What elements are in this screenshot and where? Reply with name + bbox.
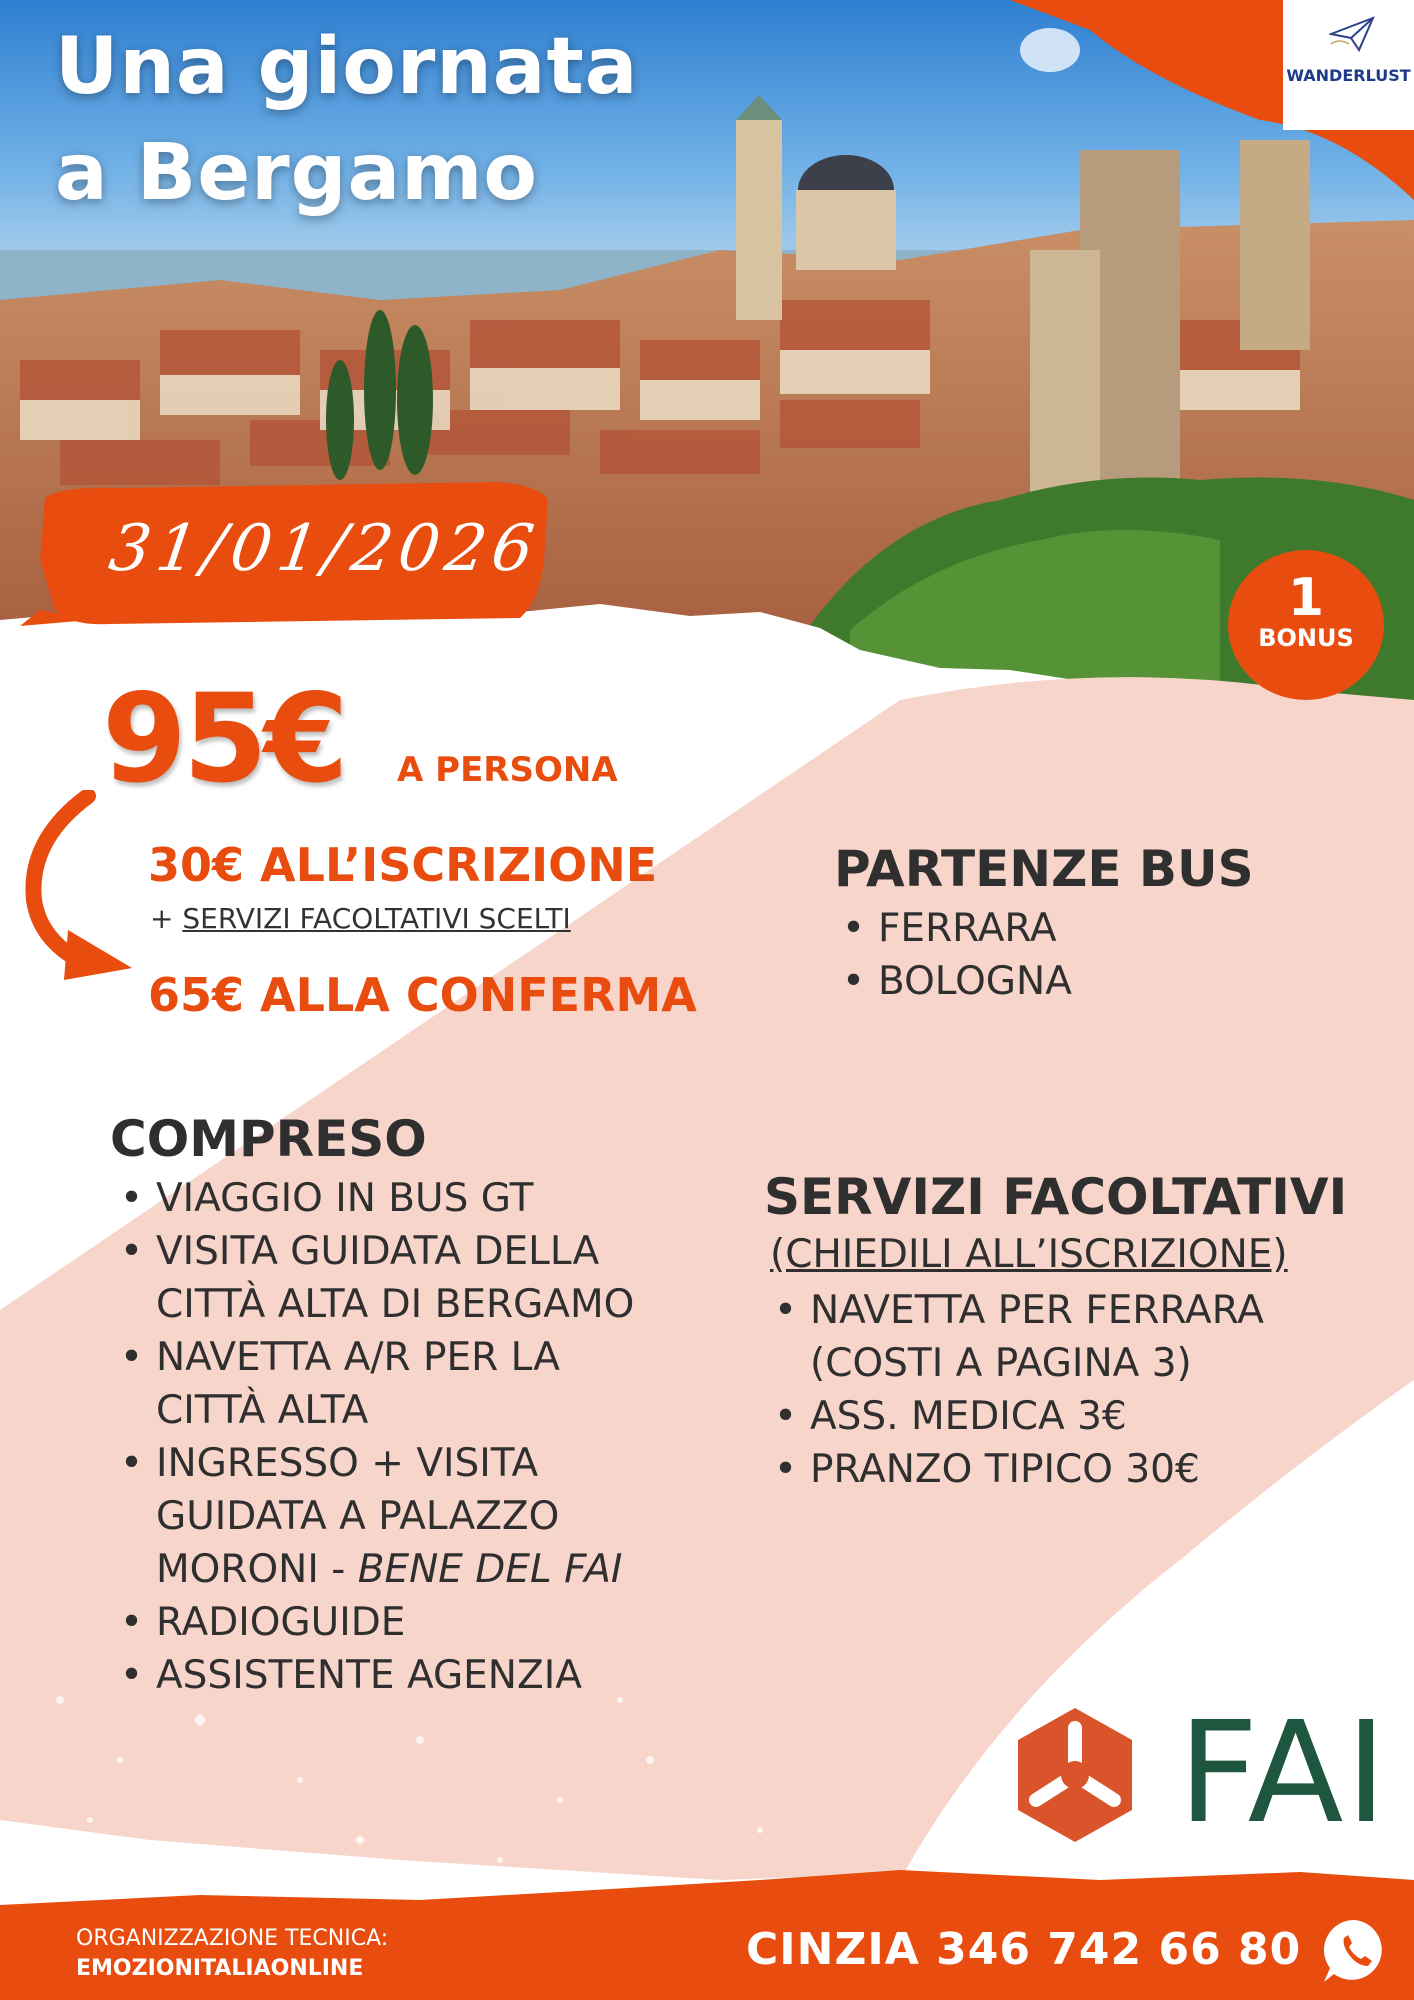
list-item xyxy=(112,1437,656,1596)
price-per-person: A PERSONA xyxy=(397,750,618,790)
fai-emblem-icon xyxy=(1010,1706,1140,1844)
footer-org-name: EMOZIONITALIAONLINE xyxy=(76,1956,364,1981)
deposit-note xyxy=(150,902,571,935)
deposit-note-text: SERVIZI FACOLTATIVI SCELTI xyxy=(182,902,571,935)
optional-subheading: (CHIEDILI ALL’ISCRIZIONE) xyxy=(770,1232,1288,1277)
price: 95€ xyxy=(102,668,345,810)
balance-amount: 65€ ALLA CONFERMA xyxy=(148,968,697,1022)
list-item: • ASSISTENTE AGENZIA xyxy=(112,1649,712,1702)
list-item: • RADIOGUIDE xyxy=(112,1596,712,1649)
list-item: • PRANZO TIPICO 30€ xyxy=(766,1443,1326,1496)
list-item: • BOLOGNA xyxy=(834,955,1354,1008)
event-date: 31/01/2026 xyxy=(104,512,545,586)
list-item: • NAVETTA A/R PER LA CITTÀ ALTA xyxy=(112,1331,616,1437)
title-line-2: a Bergamo xyxy=(55,128,538,218)
list-item: • VISITA GUIDATA DELLA CITTÀ ALTA DI BERGAMO xyxy=(112,1225,656,1331)
included-heading: COMPRESO xyxy=(110,1110,427,1168)
list-item: • ASS. MEDICA 3€ xyxy=(766,1390,1326,1443)
bonus-number: 1 xyxy=(1287,568,1325,628)
footer-contact: CINZIA 346 742 66 80 xyxy=(746,1924,1302,1975)
deposit-note-prefix: + xyxy=(150,902,183,935)
departures-list xyxy=(834,902,1354,1008)
deposit-amount: 30€ ALL’ISCRIZIONE xyxy=(148,838,658,892)
optional-list xyxy=(766,1284,1326,1496)
fai-logo-text: FAI xyxy=(1178,1692,1389,1855)
footer-org-label: ORGANIZZAZIONE TECNICA: xyxy=(76,1926,389,1951)
list-item: • FERRARA xyxy=(834,902,1354,955)
optional-heading: SERVIZI FACOLTATIVI xyxy=(764,1168,1348,1226)
title-line-1: Una giornata xyxy=(55,22,639,112)
bonus-label: BONUS xyxy=(1258,624,1354,652)
departures-heading: PARTENZE BUS xyxy=(834,840,1254,898)
whatsapp-icon[interactable] xyxy=(1320,1916,1390,1986)
wanderlust-logo xyxy=(1283,0,1414,130)
list-item: • VIAGGIO IN BUS GT xyxy=(112,1172,712,1225)
list-item: • NAVETTA PER FERRARA (COSTI A PAGINA 3) xyxy=(766,1284,1350,1390)
bonus-badge xyxy=(1228,550,1384,700)
included-list xyxy=(112,1172,712,1702)
paper-plane-icon xyxy=(1329,14,1375,54)
logo-text: WANDERLUST xyxy=(1286,66,1411,85)
fai-property-label: BENE DEL FAI xyxy=(357,1547,623,1592)
list-item-text: INGRESSO + VISITA GUIDATA A PALAZZO MORONI - xyxy=(156,1441,560,1592)
curved-arrow-icon xyxy=(20,790,140,980)
